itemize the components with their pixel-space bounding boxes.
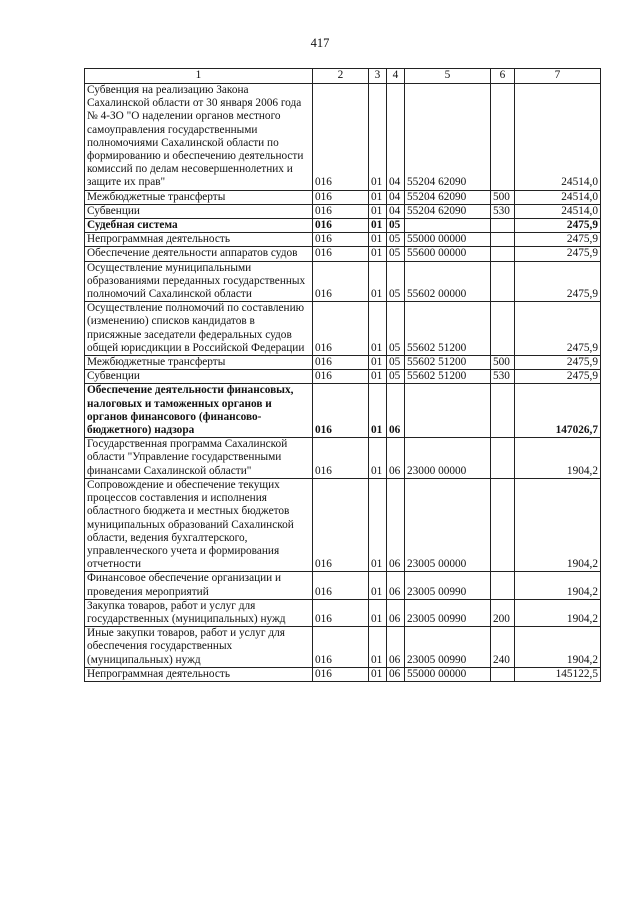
section-cell: 01 (369, 370, 387, 384)
expense-type-cell (491, 478, 515, 571)
row-name-cell: Обеспечение деятельности финансовых, налоговых и таможенных органов и органов финансового (финансово-бюджетного) надзора (85, 384, 313, 438)
row-name-cell: Осуществление муниципальными образованиями переданных государственных полномочий Сахалинской области (85, 261, 313, 302)
row-name-cell: Непрограммная деятельность (85, 233, 313, 247)
table-header-row (85, 69, 601, 84)
expense-type-cell (491, 261, 515, 302)
amount-cell: 2475,9 (515, 356, 601, 370)
amount-cell: 24514,0 (515, 84, 601, 191)
section-cell: 01 (369, 478, 387, 571)
expense-type-cell (491, 572, 515, 599)
table-row (85, 204, 601, 218)
subsection-cell: 05 (387, 233, 405, 247)
code-cell: 016 (313, 84, 369, 191)
subsection-cell: 05 (387, 247, 405, 261)
subsection-cell: 06 (387, 599, 405, 626)
code-cell: 016 (313, 247, 369, 261)
section-cell: 01 (369, 84, 387, 191)
subsection-cell: 05 (387, 219, 405, 233)
code-cell: 016 (313, 627, 369, 668)
amount-cell: 1904,2 (515, 438, 601, 479)
row-name-cell: Обеспечение деятельности аппаратов судов (85, 247, 313, 261)
code-cell: 016 (313, 370, 369, 384)
amount-cell: 2475,9 (515, 261, 601, 302)
column-header: 6 (491, 69, 515, 84)
amount-cell: 145122,5 (515, 667, 601, 681)
table-row (85, 667, 601, 681)
target-article-cell: 55000 00000 (405, 233, 491, 247)
section-cell: 01 (369, 438, 387, 479)
subsection-cell: 06 (387, 478, 405, 571)
amount-cell: 1904,2 (515, 599, 601, 626)
subsection-cell: 06 (387, 384, 405, 438)
target-article-cell: 55600 00000 (405, 247, 491, 261)
target-article-cell: 23005 00000 (405, 478, 491, 571)
row-name-cell: Межбюджетные трансферты (85, 190, 313, 204)
section-cell: 01 (369, 356, 387, 370)
amount-cell: 1904,2 (515, 478, 601, 571)
subsection-cell: 05 (387, 261, 405, 302)
table-row (85, 84, 601, 191)
expense-type-cell: 200 (491, 599, 515, 626)
amount-cell: 147026,7 (515, 384, 601, 438)
code-cell: 016 (313, 356, 369, 370)
section-cell: 01 (369, 302, 387, 356)
row-name-cell: Осуществление полномочий по составлению (изменению) списков кандидатов в присяжные заседатели федеральных судов общей юрисдикции в Российской Федерации (85, 302, 313, 356)
row-name-cell: Закупка товаров, работ и услуг для государственных (муниципальных) нужд (85, 599, 313, 626)
expense-type-cell: 530 (491, 204, 515, 218)
code-cell: 016 (313, 219, 369, 233)
target-article-cell: 55000 00000 (405, 667, 491, 681)
section-cell: 01 (369, 384, 387, 438)
amount-cell: 1904,2 (515, 572, 601, 599)
code-cell: 016 (313, 233, 369, 247)
table-row (85, 627, 601, 668)
code-cell: 016 (313, 478, 369, 571)
section-cell: 01 (369, 599, 387, 626)
target-article-cell: 55204 62090 (405, 84, 491, 191)
target-article-cell: 23005 00990 (405, 627, 491, 668)
table-row (85, 302, 601, 356)
expense-type-cell (491, 233, 515, 247)
target-article-cell (405, 384, 491, 438)
expense-type-cell (491, 219, 515, 233)
expense-type-cell (491, 667, 515, 681)
target-article-cell: 55602 51200 (405, 302, 491, 356)
amount-cell: 2475,9 (515, 370, 601, 384)
amount-cell: 24514,0 (515, 190, 601, 204)
amount-cell: 24514,0 (515, 204, 601, 218)
row-name-cell: Субвенции (85, 204, 313, 218)
expense-type-cell (491, 247, 515, 261)
section-cell: 01 (369, 667, 387, 681)
amount-cell: 2475,9 (515, 219, 601, 233)
expense-type-cell: 500 (491, 356, 515, 370)
subsection-cell: 06 (387, 572, 405, 599)
table-row (85, 599, 601, 626)
subsection-cell: 04 (387, 204, 405, 218)
target-article-cell: 23005 00990 (405, 572, 491, 599)
row-name-cell: Государственная программа Сахалинской области "Управление государственными финансами Сахалинской области" (85, 438, 313, 479)
code-cell: 016 (313, 599, 369, 626)
code-cell: 016 (313, 438, 369, 479)
page-number: 417 (310, 36, 330, 50)
table-row (85, 356, 601, 370)
subsection-cell: 05 (387, 370, 405, 384)
budget-table (84, 68, 601, 682)
amount-cell: 2475,9 (515, 302, 601, 356)
expense-type-cell (491, 438, 515, 479)
subsection-cell: 05 (387, 356, 405, 370)
table-row (85, 438, 601, 479)
row-name-cell: Финансовое обеспечение организации и проведения мероприятий (85, 572, 313, 599)
target-article-cell: 55602 00000 (405, 261, 491, 302)
row-name-cell: Непрограммная деятельность (85, 667, 313, 681)
amount-cell: 2475,9 (515, 233, 601, 247)
table-row (85, 233, 601, 247)
code-cell: 016 (313, 204, 369, 218)
subsection-cell: 04 (387, 84, 405, 191)
section-cell: 01 (369, 572, 387, 599)
table-row (85, 572, 601, 599)
section-cell: 01 (369, 219, 387, 233)
column-header: 2 (313, 69, 369, 84)
subsection-cell: 06 (387, 667, 405, 681)
code-cell: 016 (313, 302, 369, 356)
row-name-cell: Судебная система (85, 219, 313, 233)
table-row (85, 384, 601, 438)
code-cell: 016 (313, 667, 369, 681)
target-article-cell: 55602 51200 (405, 370, 491, 384)
section-cell: 01 (369, 190, 387, 204)
target-article-cell: 55204 62090 (405, 204, 491, 218)
expense-type-cell (491, 84, 515, 191)
table-body (85, 84, 601, 682)
target-article-cell: 23005 00990 (405, 599, 491, 626)
section-cell: 01 (369, 261, 387, 302)
subsection-cell: 04 (387, 190, 405, 204)
section-cell: 01 (369, 233, 387, 247)
code-cell: 016 (313, 384, 369, 438)
column-header: 1 (85, 69, 313, 84)
column-header: 7 (515, 69, 601, 84)
target-article-cell: 55602 51200 (405, 356, 491, 370)
table-row (85, 247, 601, 261)
row-name-cell: Субвенции (85, 370, 313, 384)
section-cell: 01 (369, 247, 387, 261)
expense-type-cell (491, 384, 515, 438)
target-article-cell (405, 219, 491, 233)
amount-cell: 2475,9 (515, 247, 601, 261)
subsection-cell: 05 (387, 302, 405, 356)
row-name-cell: Сопровождение и обеспечение текущих процессов составления и исполнения областного бюджета и местных бюджетов муниципальных образований Сахалинской области, ведения бухгалтерского, управленческого учета и формирования отчетности (85, 478, 313, 571)
table-row (85, 370, 601, 384)
target-article-cell: 55204 62090 (405, 190, 491, 204)
code-cell: 016 (313, 572, 369, 599)
target-article-cell: 23000 00000 (405, 438, 491, 479)
column-header: 5 (405, 69, 491, 84)
row-name-cell: Межбюджетные трансферты (85, 356, 313, 370)
table-row (85, 478, 601, 571)
expense-type-cell: 530 (491, 370, 515, 384)
expense-type-cell: 500 (491, 190, 515, 204)
row-name-cell: Субвенция на реализацию Закона Сахалинской области от 30 января 2006 года № 4-ЗО "О наделении органов местного самоуправления государственными полномочиями Сахалинской области по формированию и обеспечению деятельности комиссий по делам несовершеннолетних и защите их прав" (85, 84, 313, 191)
section-cell: 01 (369, 204, 387, 218)
section-cell: 01 (369, 627, 387, 668)
subsection-cell: 06 (387, 627, 405, 668)
row-name-cell: Иные закупки товаров, работ и услуг для обеспечения государственных (муниципальных) нужд (85, 627, 313, 668)
table-row (85, 190, 601, 204)
code-cell: 016 (313, 261, 369, 302)
code-cell: 016 (313, 190, 369, 204)
table-row (85, 219, 601, 233)
expense-type-cell (491, 302, 515, 356)
column-header: 4 (387, 69, 405, 84)
subsection-cell: 06 (387, 438, 405, 479)
amount-cell: 1904,2 (515, 627, 601, 668)
expense-type-cell: 240 (491, 627, 515, 668)
table-row (85, 261, 601, 302)
column-header: 3 (369, 69, 387, 84)
